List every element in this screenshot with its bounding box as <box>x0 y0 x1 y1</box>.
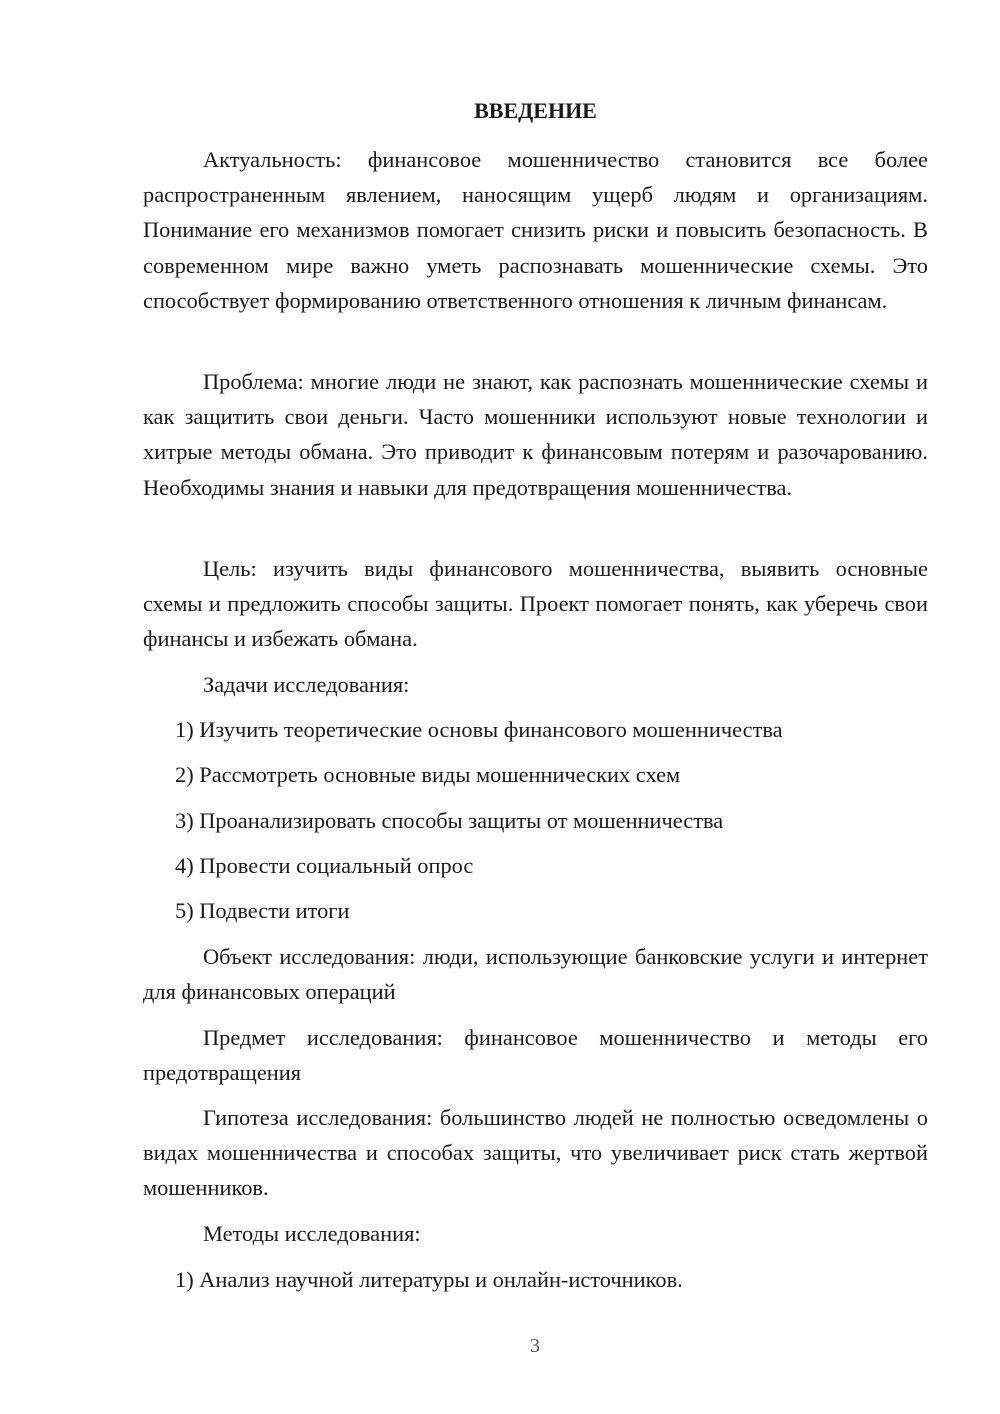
task-item: 1) Изучить теоретические основы финансового мошенничества <box>175 717 783 742</box>
method-item: 1) Анализ научной литературы и онлайн-источников. <box>175 1267 683 1292</box>
tasks-heading: Задачи исследования: <box>203 672 410 697</box>
task-item: 3) Проанализировать способы защиты от мошенничества <box>175 808 724 833</box>
task-item: 2) Рассмотреть основные виды мошеннических схем <box>175 762 681 787</box>
hypothesis-paragraph: Гипотеза исследования: большинство людей не полностью осведомлены о видах мошенничества и способах защиты, что увеличивает риск стать жертвой мошенников. <box>143 1105 928 1201</box>
task-item: 4) Провести социальный опрос <box>175 853 474 878</box>
subject-paragraph: Предмет исследования: финансовое мошенничество и методы его предотвращения <box>143 1025 928 1086</box>
section-heading: ВВЕДЕНИЕ <box>474 98 597 123</box>
task-item: 5) Подвести итоги <box>175 898 350 923</box>
problem-paragraph: Проблема: многие люди не знают, как распознать мошеннические схемы и как защитить свои деньги. Часто мошенники используют новые технологии и хитрые методы обмана. Это приводит к финансовым потерям и разочарованию. Необходимы знания и навыки для предотвращения мошенничества. <box>143 369 928 500</box>
object-paragraph: Объект исследования: люди, использующие банковские услуги и интернет для финансовых операций <box>143 944 928 1005</box>
page-number: 3 <box>530 1335 540 1357</box>
methods-heading: Методы исследования: <box>203 1221 421 1246</box>
relevance-paragraph: Актуальность: финансовое мошенничество становится все более распространенным явлением, наносящим ущерб людям и организациям. Понимание его механизмов помогает снизить риски и повысить безопасность. В современном мире важно уметь распознавать мошеннические схемы. Это способствует формированию ответственного отношения к личным финансам. <box>143 147 928 313</box>
goal-paragraph: Цель: изучить виды финансового мошенничества, выявить основные схемы и предложить способы защиты. Проект помогает понять, как уберечь свои финансы и избежать обмана. <box>143 556 928 652</box>
